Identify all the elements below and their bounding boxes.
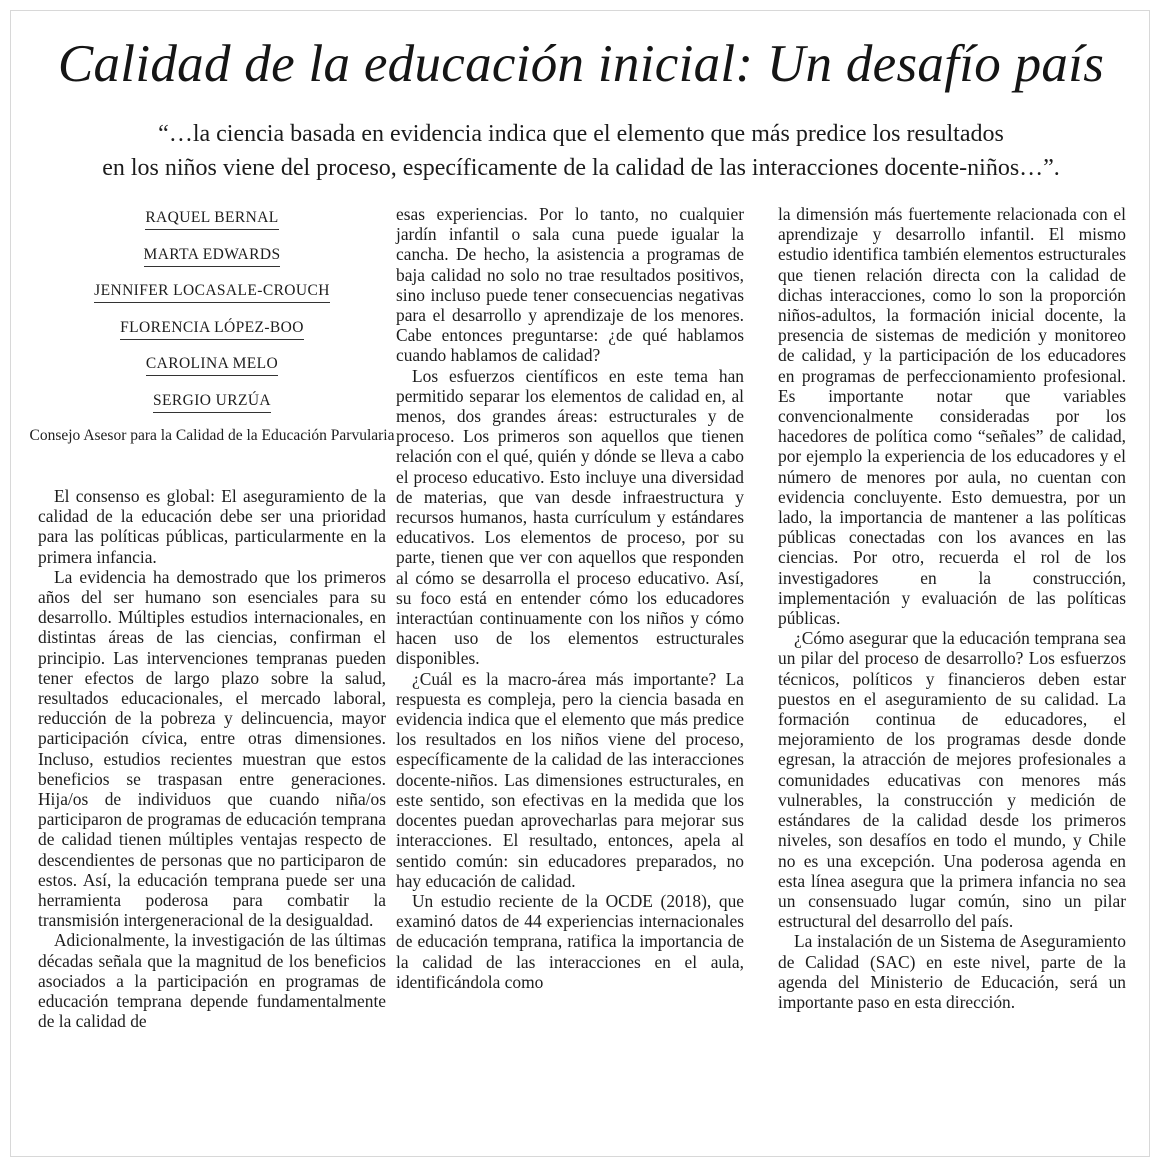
author-name: FLORENCIA LÓPEZ-BOO [120,319,304,340]
paragraph: La evidencia ha demostrado que los primeros años del ser humano son esenciales para su desarrollo. Múltiples estudios internacionales, en distintas áreas de las ciencias, confirman el principio. Las intervenciones tempranas pueden tener efectos de largo plazo sobre la salud, resultados educacionales, el mercado laboral, reducción de la pobreza y delincuencia, mayor participación cívica, entre otras dimensiones. Incluso, estudios recientes muestran que estos beneficios se traspasan entre generaciones. Hija/os de individuos que cuando niña/os participaron de programas de educación temprana de calidad tienen múltiples ventajas respecto de descendientes de personas que no participaron de estos. Así, la educación temprana puede ser una herramienta poderosa para combatir la transmisión intergeneracional de la desigualdad. [38,566,386,931]
author-affiliation: Consejo Asesor para la Calidad de la Educación Parvularia [29,427,395,444]
pull-quote-line-2: en los niños viene del proceso, específicamente de la calidad de las interacciones docente-niños…”. [102,155,1060,181]
paragraph: Los esfuerzos científicos en este tema han permitido separar los elementos de calidad en, al menos, dos grandes áreas: estructurales y de proceso. Los primeros son aquellos que tienen relación con el qué, quién y dónde se lleva a cabo el proceso educativo. Esto incluye una diversidad de materias, que van desde infraestructura y recursos humanos, hasta currículum y estándares educativos. Los elementos de proceso, por su parte, tienen que ver con aquellos que responden al cómo se desarrolla el proceso educativo. Así, su foco está en entender cómo los educadores interactúan continuamente con los niños y cómo hacen uso de los elementos estructurales disponibles. [396,365,744,669]
column-2 [396,204,744,992]
author-list [29,205,395,445]
pull-quote [0,117,1162,185]
column-1 [29,205,395,1032]
paragraph: El consenso es global: El aseguramiento de la calidad de la educación debe ser una prioridad para las políticas públicas, particularmente en la primera infancia. [38,486,386,567]
article-title: Calidad de la educación inicial: Un desafío país [57,35,1105,93]
paragraph: Un estudio reciente de la OCDE (2018), que examinó datos de 44 experiencias internacionales de educación temprana, ratifica la importancia de la calidad de las interacciones en el aula, identificándola como [396,890,744,992]
author-name: CAROLINA MELO [146,355,278,376]
column-3 [778,204,1126,1012]
column-1-body [38,486,386,1031]
paragraph: esas experiencias. Por lo tanto, no cualquier jardín infantil o sala cuna puede igualar la cancha. De hecho, la asistencia a programas de baja calidad no solo no trae resultados positivos, sino incluso puede tener consecuencias negativas para el desarrollo y aprendizaje de los menores. Cabe entonces preguntarse: ¿de qué hablamos cuando hablamos de calidad? [396,204,744,366]
paragraph: Adicionalmente, la investigación de las últimas décadas señala que la magnitud de los beneficios asociados a la participación en programas de educación temprana depende fundamentalmente de la calidad de [38,930,386,1032]
paragraph: ¿Cuál es la macro-área más importante? La respuesta es compleja, pero la ciencia basada en evidencia indica que el elemento que más predice los resultados en los niños viene del proceso, específicamente de la calidad de las interacciones docente-niños. Las dimensiones estructurales, en este sentido, son efectivas en la medida que los docentes puedan aprovecharlas para mejorar sus interacciones. El resultado, entonces, apela al sentido común: sin educadores preparados, no hay educación de calidad. [396,668,744,891]
paragraph: ¿Cómo asegurar que la educación temprana sea un pilar del proceso de desarrollo? Los esfuerzos técnicos, políticos y financieros deben estar puestos en el aseguramiento de su calidad. La formación continua de educadores, el mejoramiento de los programas desde donde egresan, la atracción de mejores profesionales a comunidades educativas con menores más vulnerables, la construcción y medición de estándares de la calidad desde los primeros niveles, son desafíos en todo el mundo, y Chile no es una excepción. Una poderosa agenda en esta línea asegura que la primera infancia no sea un consensuado lugar común, sino un pilar estructural del desarrollo del país. [778,628,1126,932]
author-name: JENNIFER LOCASALE-CROUCH [94,282,330,303]
author-name: RAQUEL BERNAL [145,209,278,230]
paragraph: La instalación de un Sistema de Aseguramiento de Calidad (SAC) en este nivel, parte de la agenda del Ministerio de Educación, será un importante paso en esta dirección. [778,931,1126,1012]
author-name: MARTA EDWARDS [144,246,281,267]
author-name: SERGIO URZÚA [153,392,271,413]
paragraph: la dimensión más fuertemente relacionada con el aprendizaje y desarrollo infantil. El mismo estudio identifica también elementos estructurales que tienen relación directa con la calidad de dichas interacciones, como lo son la proporción niños-adultos, la formación inicial docente, la presencia de sistemas de medición y monitoreo de calidad, y la participación de los educadores en programas de perfeccionamiento profesional. Es importante notar que variables convencionalmente consideradas por los hacedores de política como “señales” de calidad, por ejemplo la experiencia de los educadores y el número de menores por aula, no cuentan con evidencia concluyente. Esto demuestra, por un lado, la importancia de mantener a las políticas públicas conectadas con los avances en las ciencias. Por otro, recuerda el rol de los investigadores en la construcción, implementación y evaluación de las políticas públicas. [778,204,1126,629]
pull-quote-line-1: “…la ciencia basada en evidencia indica que el elemento que más predice los resultados [158,121,1004,147]
